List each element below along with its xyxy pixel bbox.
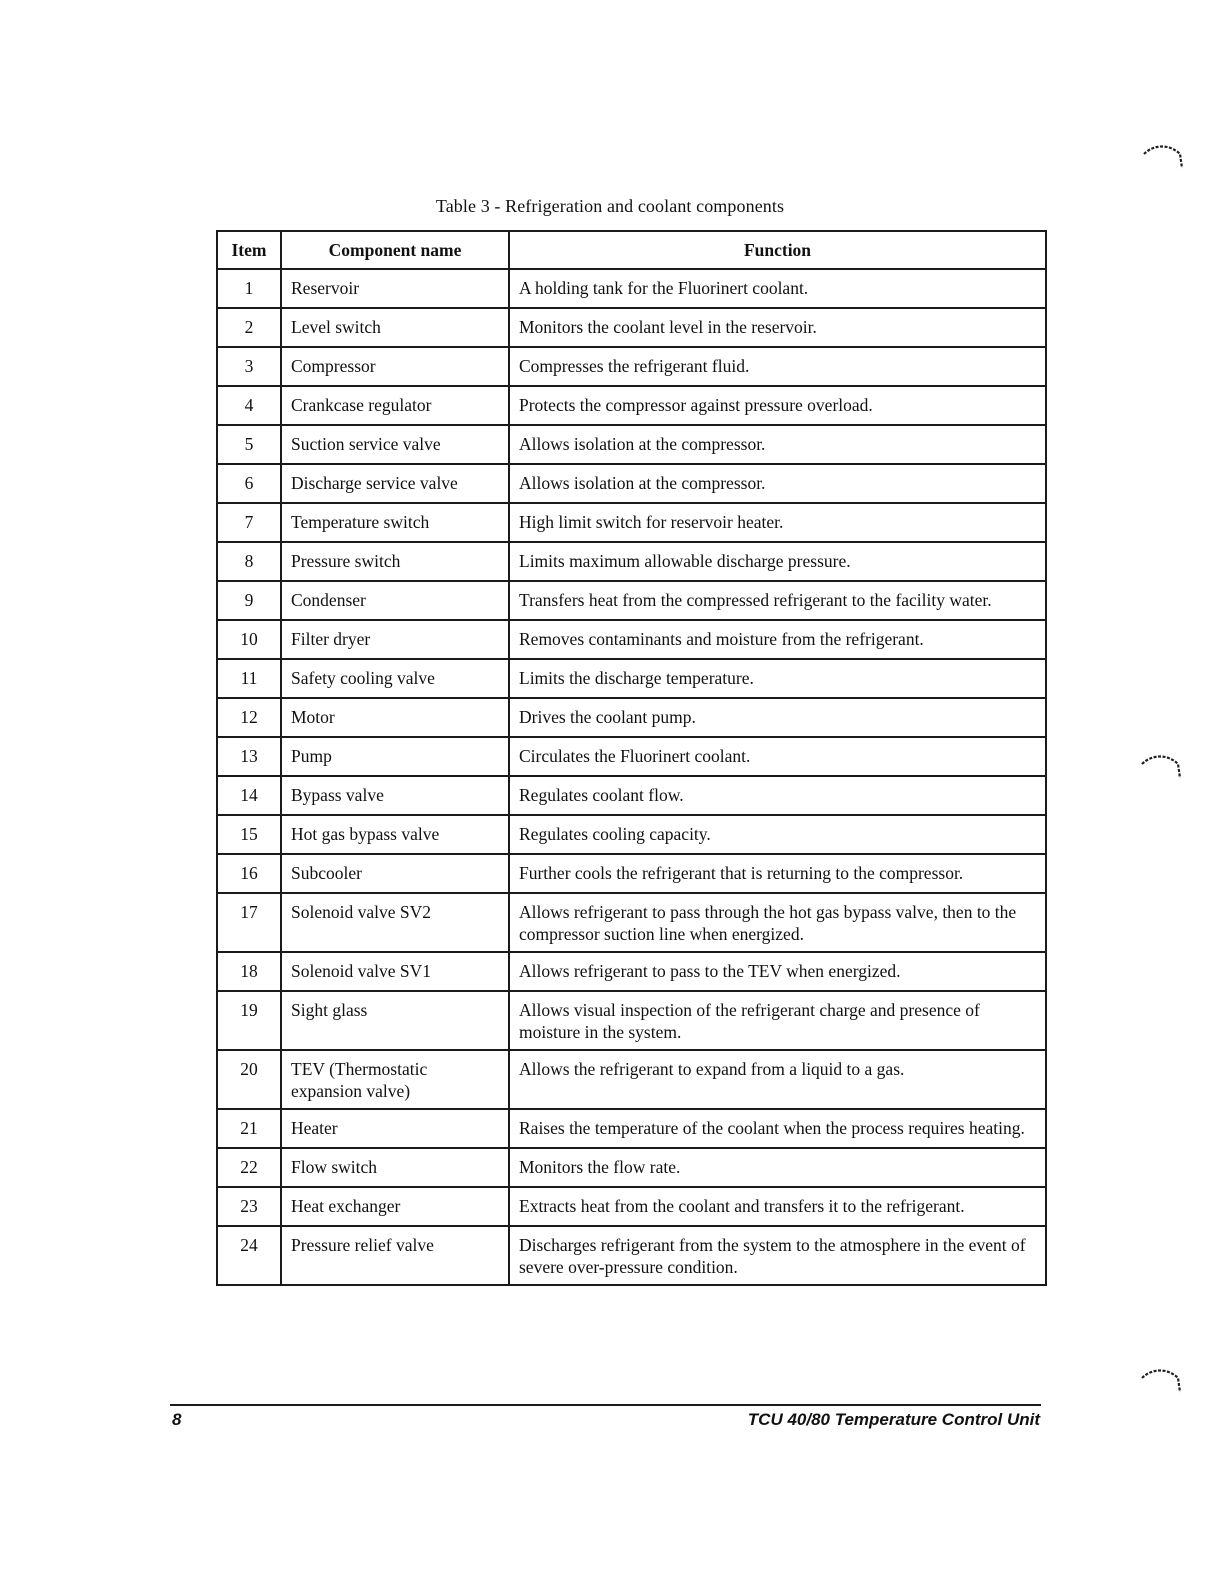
item-number-cell: 5 — [217, 425, 281, 464]
function-cell: Raises the temperature of the coolant when the process requires heating. — [509, 1109, 1046, 1148]
table-row — [217, 1050, 1046, 1109]
table-row — [217, 1148, 1046, 1187]
function-cell: Discharges refrigerant from the system to the atmosphere in the event of severe over-pressure condition. — [509, 1226, 1046, 1285]
table-header-row — [217, 231, 1046, 269]
item-number-cell: 6 — [217, 464, 281, 503]
table-row — [217, 815, 1046, 854]
function-cell: Extracts heat from the coolant and transfers it to the refrigerant. — [509, 1187, 1046, 1226]
document-title: TCU 40/80 Temperature Control Unit — [747, 1410, 1040, 1429]
item-number-cell: 21 — [217, 1109, 281, 1148]
footer-rule — [170, 1404, 1041, 1406]
header-function: Function — [509, 231, 1046, 269]
component-name-cell: Compressor — [281, 347, 509, 386]
table-row — [217, 1226, 1046, 1285]
component-name-cell: Reservoir — [281, 269, 509, 308]
function-cell: High limit switch for reservoir heater. — [509, 503, 1046, 542]
item-number-cell: 15 — [217, 815, 281, 854]
item-number-cell: 9 — [217, 581, 281, 620]
component-name-cell: Sight glass — [281, 991, 509, 1050]
function-cell: Limits the discharge temperature. — [509, 659, 1046, 698]
component-name-cell: Bypass valve — [281, 776, 509, 815]
component-name-cell: Heater — [281, 1109, 509, 1148]
table-row — [217, 347, 1046, 386]
table-row — [217, 1109, 1046, 1148]
punch-hole-mark — [1140, 1366, 1184, 1396]
item-number-cell: 20 — [217, 1050, 281, 1109]
function-cell: Allows visual inspection of the refrigerant charge and presence of moisture in the system. — [509, 991, 1046, 1050]
table-row — [217, 991, 1046, 1050]
item-number-cell: 8 — [217, 542, 281, 581]
function-cell: Circulates the Fluorinert coolant. — [509, 737, 1046, 776]
component-name-cell: Crankcase regulator — [281, 386, 509, 425]
table-row — [217, 854, 1046, 893]
function-cell: Allows refrigerant to pass through the hot gas bypass valve, then to the compressor suction line when energized. — [509, 893, 1046, 952]
component-name-cell: Suction service valve — [281, 425, 509, 464]
function-cell: Limits maximum allowable discharge pressure. — [509, 542, 1046, 581]
item-number-cell: 18 — [217, 952, 281, 991]
table-body — [217, 269, 1046, 1285]
component-name-cell: TEV (Thermostatic expansion valve) — [281, 1050, 509, 1109]
component-name-cell: Motor — [281, 698, 509, 737]
component-name-cell: Pressure switch — [281, 542, 509, 581]
function-cell: Allows isolation at the compressor. — [509, 425, 1046, 464]
component-name-cell: Condenser — [281, 581, 509, 620]
component-name-cell: Heat exchanger — [281, 1187, 509, 1226]
function-cell: Further cools the refrigerant that is returning to the compressor. — [509, 854, 1046, 893]
item-number-cell: 19 — [217, 991, 281, 1050]
function-cell: Protects the compressor against pressure overload. — [509, 386, 1046, 425]
table-row — [217, 269, 1046, 308]
item-number-cell: 12 — [217, 698, 281, 737]
table-row — [217, 503, 1046, 542]
table-row — [217, 659, 1046, 698]
component-name-cell: Level switch — [281, 308, 509, 347]
component-name-cell: Flow switch — [281, 1148, 509, 1187]
function-cell: Monitors the coolant level in the reservoir. — [509, 308, 1046, 347]
page-number: 8 — [172, 1410, 182, 1429]
component-name-cell: Solenoid valve SV1 — [281, 952, 509, 991]
table-row — [217, 308, 1046, 347]
item-number-cell: 3 — [217, 347, 281, 386]
component-name-cell: Discharge service valve — [281, 464, 509, 503]
function-cell: Monitors the flow rate. — [509, 1148, 1046, 1187]
table-row — [217, 386, 1046, 425]
item-number-cell: 2 — [217, 308, 281, 347]
component-name-cell: Safety cooling valve — [281, 659, 509, 698]
item-number-cell: 24 — [217, 1226, 281, 1285]
table-row — [217, 425, 1046, 464]
header-component-name: Component name — [281, 231, 509, 269]
function-cell: Regulates cooling capacity. — [509, 815, 1046, 854]
table-row — [217, 737, 1046, 776]
item-number-cell: 11 — [217, 659, 281, 698]
table-caption: Table 3 - Refrigeration and coolant components — [435, 196, 785, 216]
component-name-cell: Hot gas bypass valve — [281, 815, 509, 854]
item-number-cell: 23 — [217, 1187, 281, 1226]
item-number-cell: 22 — [217, 1148, 281, 1187]
function-cell: Drives the coolant pump. — [509, 698, 1046, 737]
item-number-cell: 13 — [217, 737, 281, 776]
item-number-cell: 4 — [217, 386, 281, 425]
item-number-cell: 1 — [217, 269, 281, 308]
item-number-cell: 14 — [217, 776, 281, 815]
punch-hole-mark — [1140, 752, 1184, 782]
function-cell: Allows isolation at the compressor. — [509, 464, 1046, 503]
component-name-cell: Pressure relief valve — [281, 1226, 509, 1285]
item-number-cell: 16 — [217, 854, 281, 893]
table-row — [217, 542, 1046, 581]
header-item: Item — [217, 231, 281, 269]
item-number-cell: 10 — [217, 620, 281, 659]
function-cell: Allows refrigerant to pass to the TEV when energized. — [509, 952, 1046, 991]
function-cell: A holding tank for the Fluorinert coolant. — [509, 269, 1046, 308]
component-name-cell: Solenoid valve SV2 — [281, 893, 509, 952]
table-row — [217, 1187, 1046, 1226]
table-row — [217, 952, 1046, 991]
table-row — [217, 776, 1046, 815]
item-number-cell: 17 — [217, 893, 281, 952]
function-cell: Allows the refrigerant to expand from a liquid to a gas. — [509, 1050, 1046, 1109]
components-table — [216, 230, 1047, 1286]
table-row — [217, 893, 1046, 952]
table-row — [217, 620, 1046, 659]
function-cell: Regulates coolant flow. — [509, 776, 1046, 815]
component-name-cell: Filter dryer — [281, 620, 509, 659]
table-row — [217, 464, 1046, 503]
punch-hole-mark — [1142, 142, 1186, 172]
component-name-cell: Temperature switch — [281, 503, 509, 542]
table-row — [217, 581, 1046, 620]
function-cell: Removes contaminants and moisture from the refrigerant. — [509, 620, 1046, 659]
item-number-cell: 7 — [217, 503, 281, 542]
function-cell: Compresses the refrigerant fluid. — [509, 347, 1046, 386]
component-name-cell: Pump — [281, 737, 509, 776]
component-name-cell: Subcooler — [281, 854, 509, 893]
table-row — [217, 698, 1046, 737]
function-cell: Transfers heat from the compressed refrigerant to the facility water. — [509, 581, 1046, 620]
